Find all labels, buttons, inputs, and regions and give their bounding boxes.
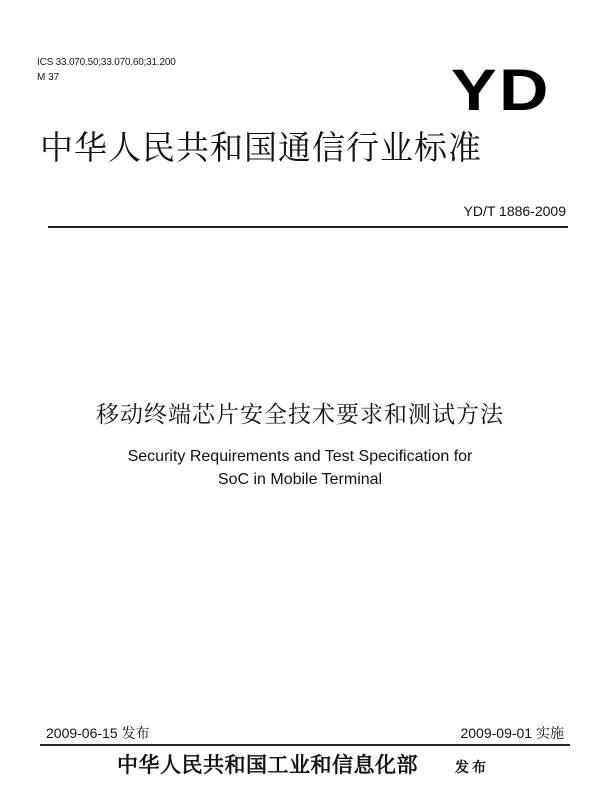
issue-label: 发布: [455, 760, 489, 776]
publish-date: 2009-06-15 发布: [46, 725, 150, 741]
issuing-authority: 中华人民共和国工业和信息化部: [117, 752, 418, 777]
category-code: M 37: [37, 72, 60, 83]
standard-number: YD/T 1886-2009: [463, 203, 566, 219]
header-divider: [48, 226, 568, 228]
document-title-english-line1: Security Requirements and Test Specification for: [127, 448, 473, 465]
ics-code: ICS 33.070.50;33.070.60;31.200: [37, 57, 176, 68]
standard-type-title: 中华人民共和国通信行业标准: [40, 128, 482, 167]
implement-date: 2009-09-01 实施: [460, 725, 564, 741]
yd-logo: YD: [451, 58, 551, 123]
document-title-chinese: 移动终端芯片安全技术要求和测试方法: [96, 402, 504, 428]
footer-divider: [40, 744, 570, 746]
document-title-english-line2: SoC in Mobile Terminal: [217, 471, 383, 488]
